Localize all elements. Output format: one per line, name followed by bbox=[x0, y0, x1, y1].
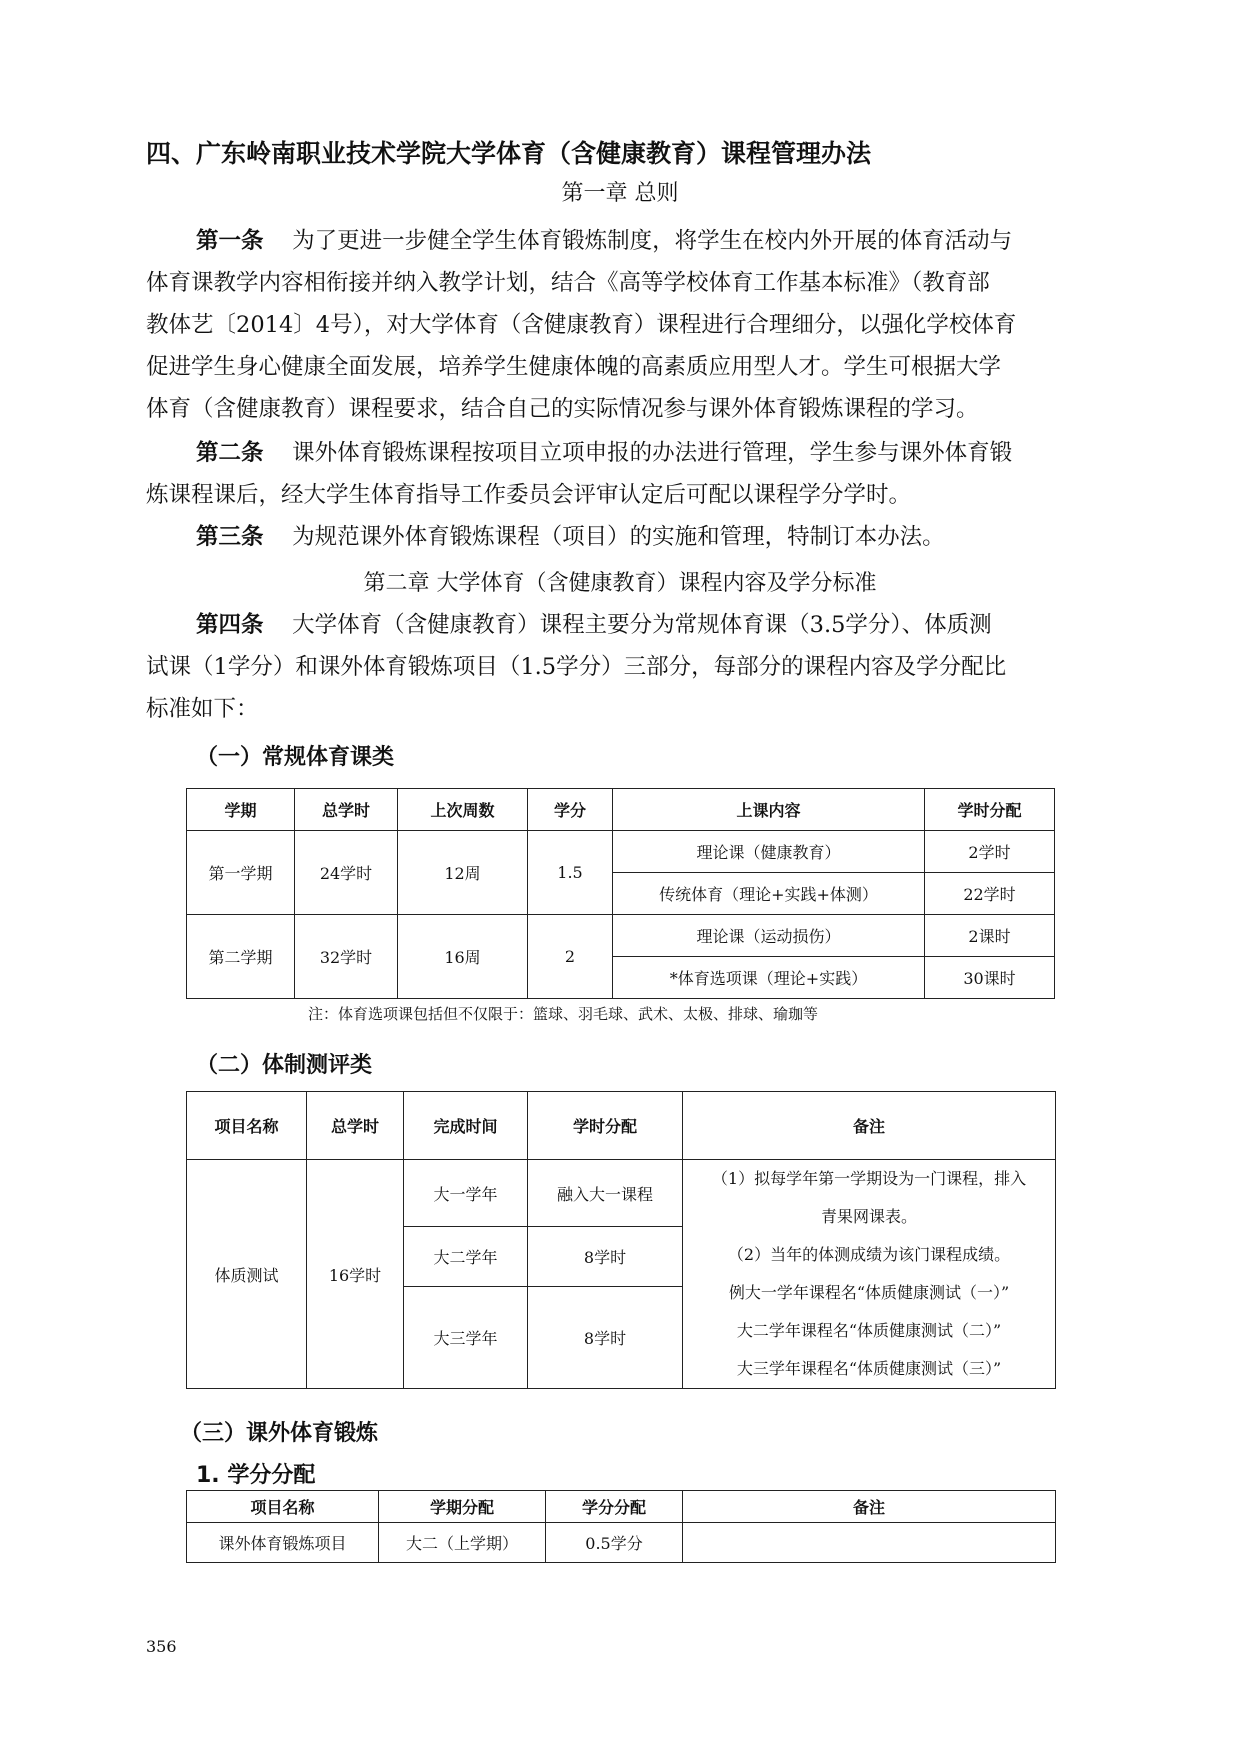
t1-term: 第一学期 bbox=[187, 831, 295, 915]
t2-alloc: 8学时 bbox=[528, 1286, 683, 1388]
t3-header-note: 备注 bbox=[683, 1491, 1056, 1523]
chapter-2-title: 第二章 大学体育（含健康教育）课程内容及学分标准 bbox=[363, 571, 877, 596]
t2-remark-line: 大二学年课程名“体质健康测试（二）” bbox=[736, 1321, 1002, 1340]
t1-content: 理论课（运动损伤） bbox=[613, 915, 925, 957]
article-4-label: 第四条 bbox=[196, 612, 264, 638]
t1-credit: 1.5 bbox=[528, 831, 613, 915]
t2-remark-line: （1）拟每学年第一学期设为一门课程，排入 bbox=[711, 1169, 1027, 1188]
credit-allocation-table bbox=[186, 1490, 1056, 1563]
t3-credit: 0.5学分 bbox=[546, 1523, 683, 1563]
t1-hours: 32学时 bbox=[295, 915, 398, 999]
t1-credit: 2 bbox=[528, 915, 613, 999]
t1-alloc: 30课时 bbox=[925, 957, 1055, 999]
article-1-line-5: 体育（含健康教育）课程要求，结合自己的实际情况参与课外体育锻炼课程的学习。 bbox=[146, 396, 979, 422]
subsection-1-title: 1. 学分分配 bbox=[196, 1463, 316, 1488]
fitness-test-table bbox=[186, 1091, 1056, 1389]
t1-header-alloc: 学时分配 bbox=[925, 789, 1055, 831]
t2-remarks bbox=[683, 1160, 1056, 1389]
t2-header-hours: 总学时 bbox=[307, 1092, 404, 1160]
t2-remark-line: 例大一学年课程名“体质健康测试（一）” bbox=[728, 1283, 1010, 1302]
article-2-line-2: 炼课程课后，经大学生体育指导工作委员会评审认定后可配以课程学分学时。 bbox=[146, 482, 912, 508]
article-4-line-3: 标准如下： bbox=[146, 696, 259, 722]
t2-remark-line: （2）当年的体测成绩为该门课程成绩。 bbox=[727, 1245, 1011, 1264]
t1-weeks: 12周 bbox=[398, 831, 528, 915]
t2-header-time: 完成时间 bbox=[404, 1092, 528, 1160]
table-row bbox=[187, 831, 1055, 873]
t2-header-name: 项目名称 bbox=[187, 1092, 307, 1160]
article-3 bbox=[196, 516, 945, 558]
document-heading: 四、广东岭南职业技术学院大学体育（含健康教育）课程管理办法 bbox=[146, 139, 872, 168]
article-1-text-1: 为了更进一步健全学生体育锻炼制度，将学生在校内外开展的体育活动与 bbox=[292, 228, 1013, 254]
t2-alloc: 8学时 bbox=[528, 1227, 683, 1286]
t2-header-alloc: 学时分配 bbox=[528, 1092, 683, 1160]
table-row bbox=[187, 1160, 1056, 1227]
t2-time: 大二学年 bbox=[404, 1227, 528, 1286]
article-2-label: 第二条 bbox=[196, 440, 264, 466]
t2-remark-line: 青果网课表。 bbox=[820, 1207, 917, 1226]
table-note: 注：体育选项课包括但不仅限于：篮球、羽毛球、武术、太极、排球、瑜珈等 bbox=[308, 1005, 819, 1023]
t3-header-credit: 学分分配 bbox=[546, 1491, 683, 1523]
t1-hours: 24学时 bbox=[295, 831, 398, 915]
t2-project-name: 体质测试 bbox=[187, 1160, 307, 1389]
t3-header-term: 学期分配 bbox=[379, 1491, 546, 1523]
t3-term: 大二（上学期） bbox=[379, 1523, 546, 1563]
t2-remark-line: 大三学年课程名“体质健康测试（三）” bbox=[736, 1359, 1002, 1378]
t1-term: 第二学期 bbox=[187, 915, 295, 999]
t2-total-hours: 16学时 bbox=[307, 1160, 404, 1389]
article-4-line-2: 试课（1学分）和课外体育锻炼项目（1.5学分）三部分，每部分的课程内容及学分配比 bbox=[146, 654, 1007, 680]
article-1-line-2: 体育课教学内容相衔接并纳入教学计划，结合《高等学校体育工作基本标准》（教育部 bbox=[146, 270, 990, 296]
t2-time: 大一学年 bbox=[404, 1160, 528, 1227]
section-2-title: （二）体制测评类 bbox=[196, 1053, 373, 1078]
t2-time: 大三学年 bbox=[404, 1286, 528, 1388]
article-3-label: 第三条 bbox=[196, 524, 264, 550]
t1-alloc: 22学时 bbox=[925, 873, 1055, 915]
t1-content: 理论课（健康教育） bbox=[613, 831, 925, 873]
t1-weeks: 16周 bbox=[398, 915, 528, 999]
article-2-text-1: 课外体育锻炼课程按项目立项申报的办法进行管理，学生参与课外体育锻 bbox=[292, 440, 1013, 466]
table-row bbox=[187, 1523, 1056, 1563]
t3-name: 课外体育锻炼项目 bbox=[187, 1523, 379, 1563]
t1-header-credit: 学分 bbox=[528, 789, 613, 831]
t2-alloc: 融入大一课程 bbox=[528, 1160, 683, 1227]
article-4-text-1: 大学体育（含健康教育）课程主要分为常规体育课（3.5学分）、体质测 bbox=[292, 612, 992, 638]
t1-content: 传统体育（理论+实践+体测） bbox=[613, 873, 925, 915]
article-1-line-3: 教体艺〔2014〕4号），对大学体育（含健康教育）课程进行合理细分，以强化学校体育 bbox=[146, 312, 1017, 338]
article-2-line-1 bbox=[196, 432, 1012, 474]
article-1-label: 第一条 bbox=[196, 228, 264, 254]
section-3-title: （三）课外体育锻炼 bbox=[180, 1421, 379, 1446]
regular-pe-table bbox=[186, 788, 1055, 999]
page-number: 356 bbox=[146, 1637, 177, 1656]
chapter-1-title: 第一章 总则 bbox=[561, 181, 679, 206]
section-1-title: （一）常规体育课类 bbox=[196, 745, 395, 770]
article-3-text: 为规范课外体育锻炼课程（项目）的实施和管理，特制订本办法。 bbox=[292, 524, 945, 550]
article-1-line-4: 促进学生身心健康全面发展，培养学生健康体魄的高素质应用型人才。学生可根据大学 bbox=[146, 354, 1002, 380]
t1-header-content: 上课内容 bbox=[613, 789, 925, 831]
t1-alloc: 2课时 bbox=[925, 915, 1055, 957]
t2-header-remarks: 备注 bbox=[683, 1092, 1056, 1160]
article-4-line-1 bbox=[196, 604, 992, 646]
article-1-line-1 bbox=[196, 220, 1012, 262]
t1-header-weeks: 上次周数 bbox=[398, 789, 528, 831]
t3-note bbox=[683, 1523, 1056, 1563]
t1-content: *体育选项课（理论+实践） bbox=[613, 957, 925, 999]
t3-header-name: 项目名称 bbox=[187, 1491, 379, 1523]
table-row bbox=[187, 915, 1055, 957]
t1-alloc: 2学时 bbox=[925, 831, 1055, 873]
t1-header-hours: 总学时 bbox=[295, 789, 398, 831]
t1-header-term: 学期 bbox=[187, 789, 295, 831]
